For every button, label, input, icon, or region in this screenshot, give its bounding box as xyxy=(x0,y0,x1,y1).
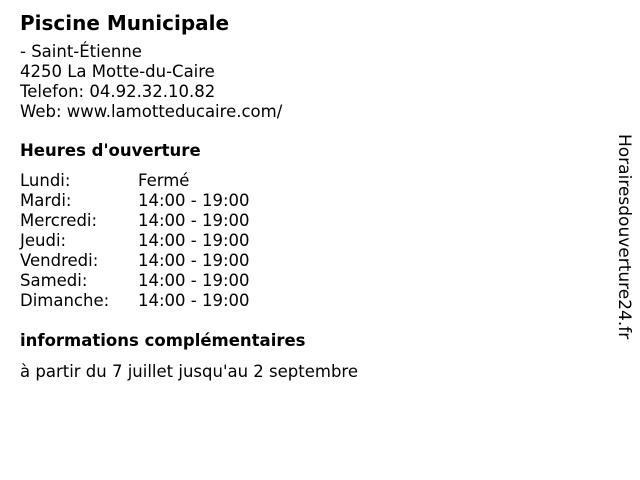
time-value: Fermé xyxy=(138,171,190,190)
time-value: 14:00 - 19:00 xyxy=(138,211,250,230)
time-value: 14:00 - 19:00 xyxy=(138,291,250,310)
hours-row xyxy=(20,231,600,251)
hours-title: Heures d'ouverture xyxy=(20,141,201,160)
hours-row xyxy=(20,211,600,231)
hours-row xyxy=(20,191,600,211)
site-watermark: Horairesdouverture24.fr xyxy=(614,134,634,340)
hours-row xyxy=(20,171,600,191)
place-name: Piscine Municipale xyxy=(20,11,230,35)
phone-line: Telefon: 04.92.32.10.82 xyxy=(20,82,216,101)
info-title: informations complémentaires xyxy=(20,331,306,350)
time-value: 14:00 - 19:00 xyxy=(138,231,250,250)
day-label: Dimanche: xyxy=(20,291,110,310)
business-card xyxy=(20,10,600,382)
time-value: 14:00 - 19:00 xyxy=(138,271,250,290)
address-line-1: - Saint-Étienne xyxy=(20,42,142,61)
address-block xyxy=(20,42,600,122)
web-line: Web: www.lamotteducaire.com/ xyxy=(20,102,283,121)
address-line-2: 4250 La Motte-du-Caire xyxy=(20,62,215,81)
info-text: à partir du 7 juillet jusqu'au 2 septembre xyxy=(20,362,359,381)
time-value: 14:00 - 19:00 xyxy=(138,251,250,270)
day-label: Mardi: xyxy=(20,191,72,210)
time-value: 14:00 - 19:00 xyxy=(138,191,250,210)
hours-row xyxy=(20,271,600,291)
day-label: Mercredi: xyxy=(20,211,98,230)
hours-row xyxy=(20,251,600,271)
day-label: Samedi: xyxy=(20,271,88,290)
hours-row xyxy=(20,291,600,311)
day-label: Vendredi: xyxy=(20,251,99,270)
day-label: Jeudi: xyxy=(20,231,67,250)
hours-table xyxy=(20,171,600,311)
day-label: Lundi: xyxy=(20,171,71,190)
